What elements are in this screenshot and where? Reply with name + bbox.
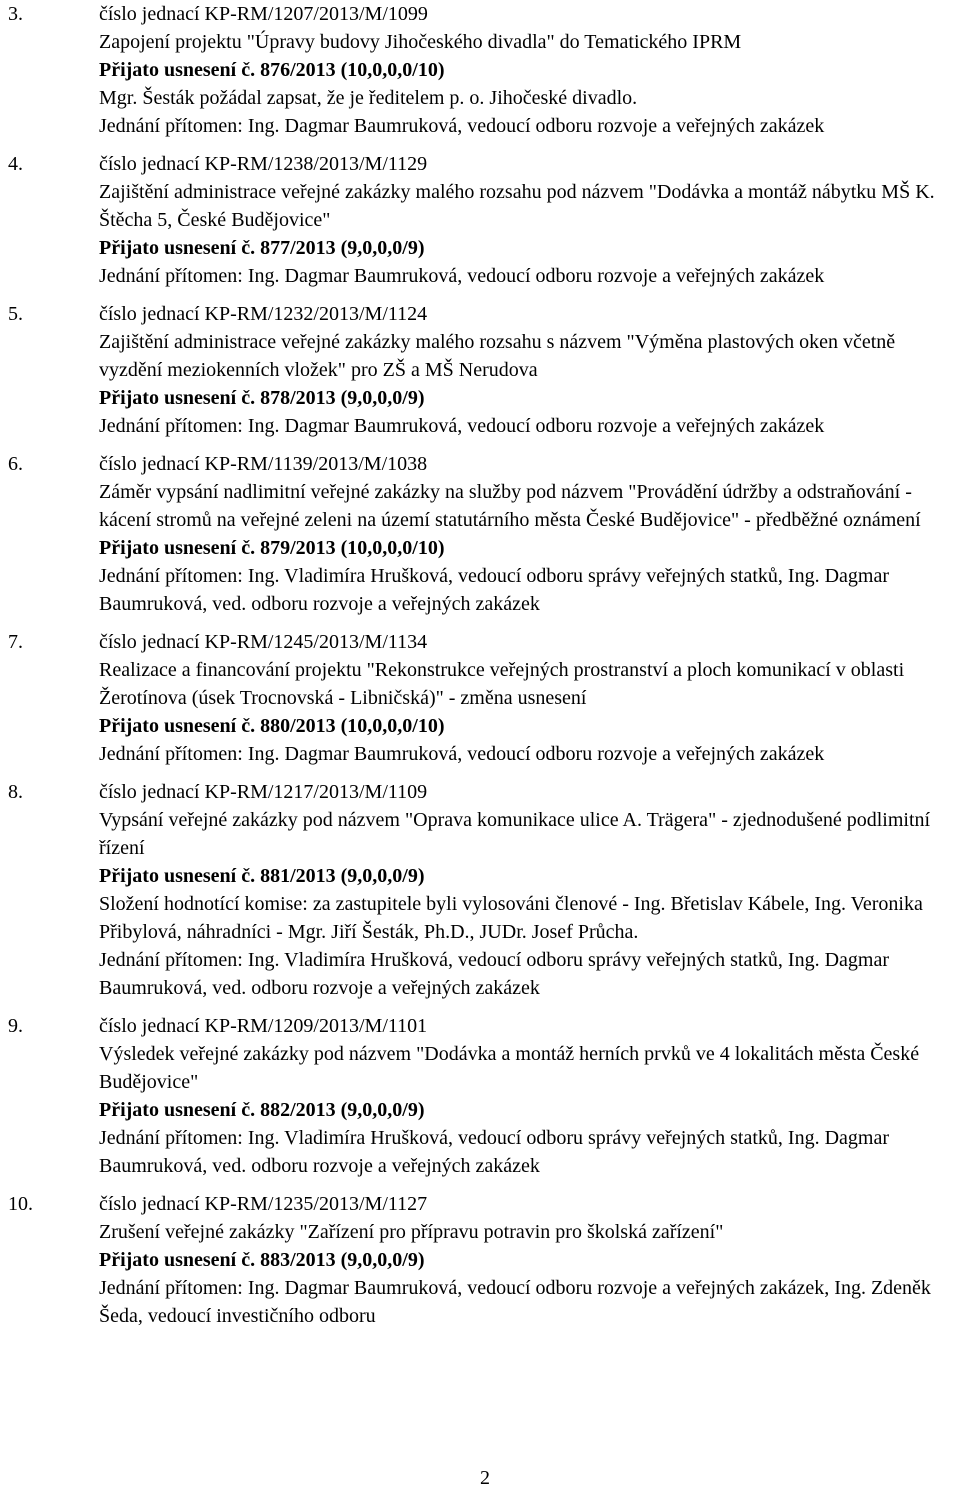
resolution-line: Přijato usnesení č. 881/2013 (9,0,0,0/9) bbox=[99, 865, 425, 887]
agenda-item-number: 5. bbox=[8, 303, 23, 325]
item-subject: Vypsání veřejné zakázky pod názvem "Oprava komunikace ulice A. Trägera" - zjednodušené podlimitní řízení bbox=[99, 809, 931, 859]
item-subject: Zrušení veřejné zakázky "Zařízení pro přípravu potravin pro školská zařízení" bbox=[99, 1221, 724, 1243]
item-spacer bbox=[0, 290, 960, 300]
agenda-item-number: 9. bbox=[8, 1015, 23, 1037]
attendees-line: Jednání přítomen: Ing. Vladimíra Hrušková, vedoucí odboru správy veřejných statků, Ing. Dagmar Baumruková, ved. odboru rozvoje a veřejných zakázek bbox=[99, 949, 889, 999]
item-text: Složení hodnotící komise: za zastupitele byli vylosováni členové - Ing. Břetislav Kábele, Ing. Veronika Přibylová, náhradníci - Mgr. Jiří Šesták, Ph.D., JUDr. Josef Průcha. bbox=[99, 893, 923, 943]
agenda-item-body bbox=[99, 150, 955, 290]
item-spacer bbox=[0, 140, 960, 150]
item-spacer bbox=[0, 1330, 960, 1340]
agenda-item-number: 7. bbox=[8, 631, 23, 653]
agenda-item-body bbox=[99, 628, 955, 768]
reference-number: číslo jednací KP-RM/1217/2013/M/1109 bbox=[99, 781, 428, 803]
agenda-item bbox=[0, 0, 960, 140]
agenda-item-body bbox=[99, 1012, 955, 1180]
agenda-item-number: 4. bbox=[8, 153, 23, 175]
agenda-item-body bbox=[99, 1190, 955, 1330]
reference-number: číslo jednací KP-RM/1209/2013/M/1101 bbox=[99, 1015, 428, 1037]
resolution-line: Přijato usnesení č. 882/2013 (9,0,0,0/9) bbox=[99, 1099, 425, 1121]
reference-number: číslo jednací KP-RM/1207/2013/M/1099 bbox=[99, 3, 428, 25]
attendees-line: Jednání přítomen: Ing. Dagmar Baumruková, vedoucí odboru rozvoje a veřejných zakázek bbox=[99, 415, 825, 437]
item-spacer bbox=[0, 440, 960, 450]
agenda-item-body bbox=[99, 0, 955, 140]
item-subject: Realizace a financování projektu "Rekonstrukce veřejných prostranství a ploch komunikací v oblasti Žerotínova (úsek Trocnovská - Libničská)" - změna usnesení bbox=[99, 659, 905, 709]
resolution-line: Přijato usnesení č. 880/2013 (10,0,0,0/10) bbox=[99, 715, 445, 737]
agenda-item-body bbox=[99, 450, 955, 618]
attendees-line: Jednání přítomen: Ing. Dagmar Baumruková, vedoucí odboru rozvoje a veřejných zakázek bbox=[99, 265, 825, 287]
agenda-item bbox=[0, 1012, 960, 1180]
reference-number: číslo jednací KP-RM/1238/2013/M/1129 bbox=[99, 153, 428, 175]
attendees-line: Jednání přítomen: Ing. Dagmar Baumruková, vedoucí odboru rozvoje a veřejných zakázek, Ing. Zdeněk Šeda, vedoucí investičního odboru bbox=[99, 1277, 931, 1327]
agenda-item-number: 6. bbox=[8, 453, 23, 475]
resolution-line: Přijato usnesení č. 878/2013 (9,0,0,0/9) bbox=[99, 387, 425, 409]
agenda-item bbox=[0, 1190, 960, 1330]
item-text: Mgr. Šesták požádal zapsat, že je ředitelem p. o. Jihočeské divadlo. bbox=[99, 87, 638, 109]
agenda-item bbox=[0, 150, 960, 290]
agenda-item-number: 3. bbox=[8, 3, 23, 25]
item-subject: Zapojení projektu "Úpravy budovy Jihočeského divadla" do Tematického IPRM bbox=[99, 31, 742, 53]
attendees-line: Jednání přítomen: Ing. Vladimíra Hrušková, vedoucí odboru správy veřejných statků, Ing. Dagmar Baumruková, ved. odboru rozvoje a veřejných zakázek bbox=[99, 565, 889, 615]
reference-number: číslo jednací KP-RM/1245/2013/M/1134 bbox=[99, 631, 428, 653]
agenda-item bbox=[0, 778, 960, 1002]
agenda-item bbox=[0, 450, 960, 618]
item-subject: Zajištění administrace veřejné zakázky malého rozsahu s názvem "Výměna plastových oken včetně vyzdění meziokenních vložek" pro ZŠ a MŠ Nerudova bbox=[99, 331, 896, 381]
item-spacer bbox=[0, 618, 960, 628]
agenda-item-body bbox=[99, 778, 955, 1002]
resolution-line: Přijato usnesení č. 879/2013 (10,0,0,0/10) bbox=[99, 537, 445, 559]
item-spacer bbox=[0, 1180, 960, 1190]
item-subject: Zajištění administrace veřejné zakázky malého rozsahu pod názvem "Dodávka a montáž nábytku MŠ K. Štěcha 5, České Budějovice" bbox=[99, 181, 935, 231]
resolution-line: Přijato usnesení č. 876/2013 (10,0,0,0/10) bbox=[99, 59, 445, 81]
attendees-line: Jednání přítomen: Ing. Dagmar Baumruková, vedoucí odboru rozvoje a veřejných zakázek bbox=[99, 115, 825, 137]
agenda-item bbox=[0, 628, 960, 768]
item-spacer bbox=[0, 1002, 960, 1012]
item-subject: Výsledek veřejné zakázky pod názvem "Dodávka a montáž herních prvků ve 4 lokalitách města České Budějovice" bbox=[99, 1043, 920, 1093]
agenda-item-body bbox=[99, 300, 955, 440]
page-number: 2 bbox=[480, 1467, 490, 1489]
reference-number: číslo jednací KP-RM/1235/2013/M/1127 bbox=[99, 1193, 428, 1215]
reference-number: číslo jednací KP-RM/1232/2013/M/1124 bbox=[99, 303, 428, 325]
item-spacer bbox=[0, 768, 960, 778]
resolution-line: Přijato usnesení č. 877/2013 (9,0,0,0/9) bbox=[99, 237, 425, 259]
agenda-item-number: 10. bbox=[8, 1193, 33, 1215]
agenda-item-number: 8. bbox=[8, 781, 23, 803]
attendees-line: Jednání přítomen: Ing. Dagmar Baumruková, vedoucí odboru rozvoje a veřejných zakázek bbox=[99, 743, 825, 765]
reference-number: číslo jednací KP-RM/1139/2013/M/1038 bbox=[99, 453, 428, 475]
attendees-line: Jednání přítomen: Ing. Vladimíra Hrušková, vedoucí odboru správy veřejných statků, Ing. Dagmar Baumruková, ved. odboru rozvoje a veřejných zakázek bbox=[99, 1127, 889, 1177]
resolution-line: Přijato usnesení č. 883/2013 (9,0,0,0/9) bbox=[99, 1249, 425, 1271]
item-subject: Záměr vypsání nadlimitní veřejné zakázky na služby pod názvem "Provádění údržby a odstraňování - kácení stromů na veřejné zeleni na území statutárního města České Budějovice" - předběžné oznámení bbox=[99, 481, 921, 531]
agenda-item bbox=[0, 300, 960, 440]
